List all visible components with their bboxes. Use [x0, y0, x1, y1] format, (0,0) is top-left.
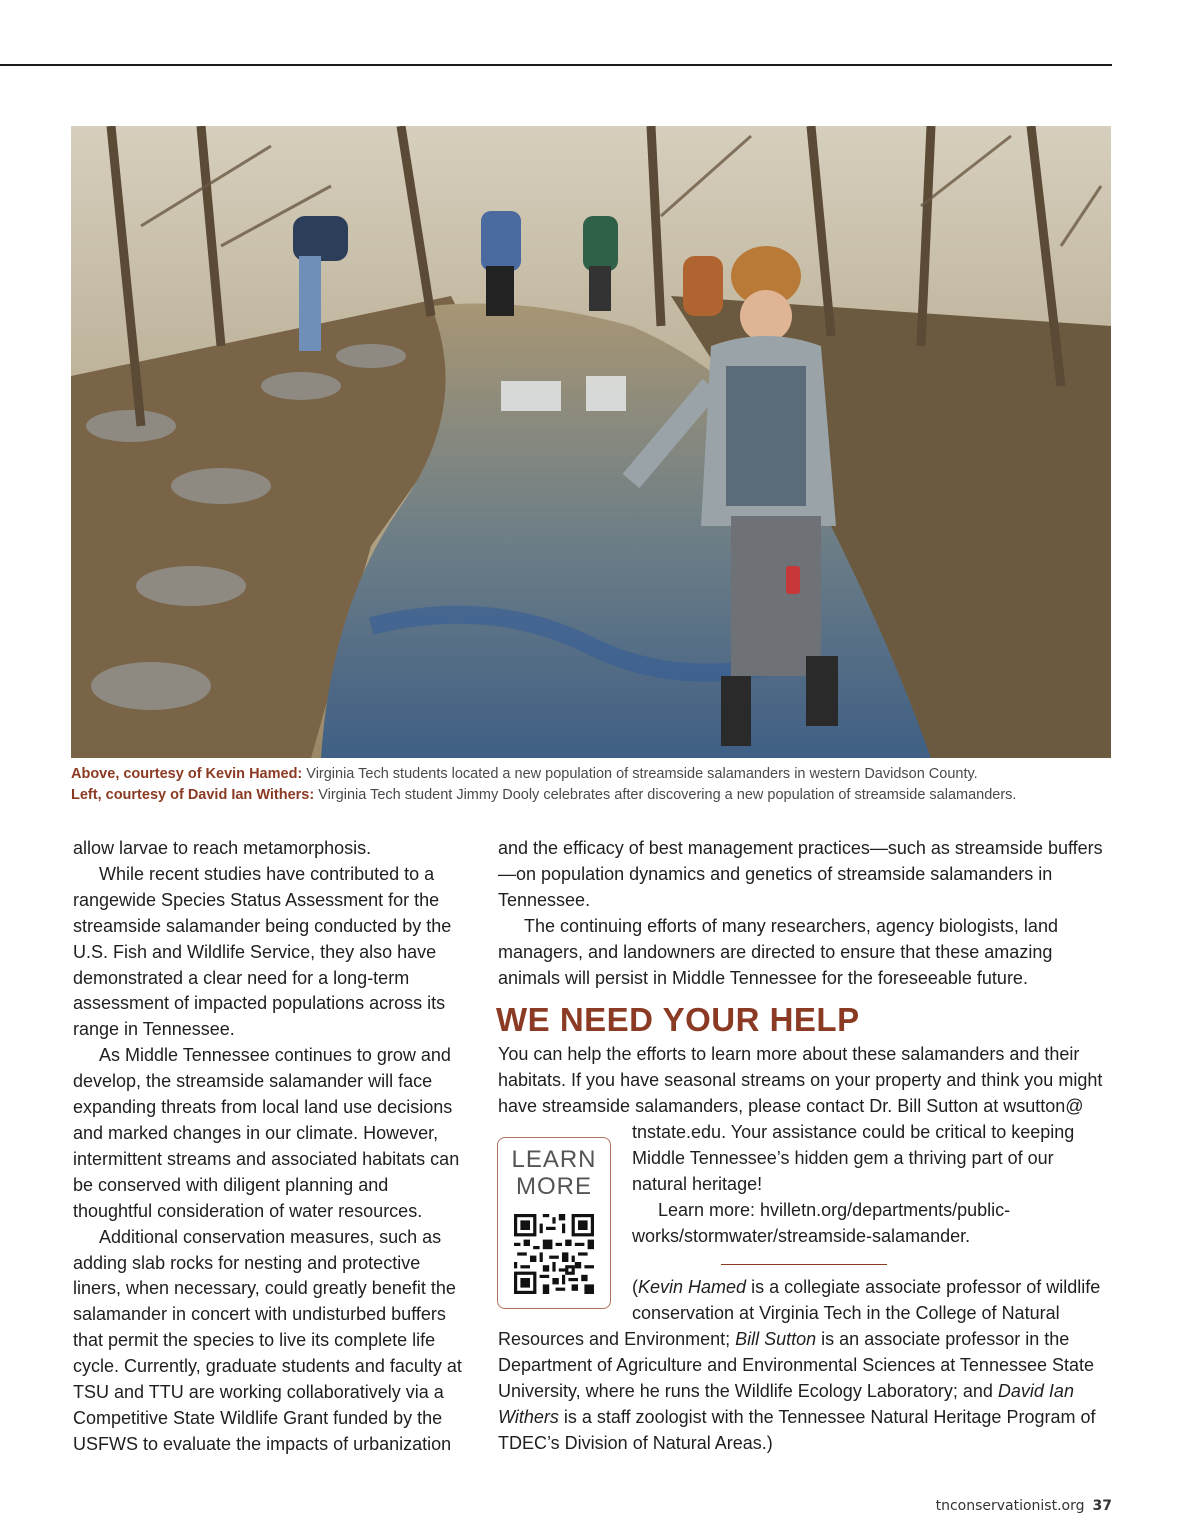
caption-line-2 — [71, 785, 1131, 806]
bio-name-1: Kevin Hamed — [638, 1277, 747, 1297]
right-paragraph-2: The continuing efforts of many researchers, agency biologists, land managers, and landowners are directed to ensure that these amazing animals will persist in Middle Tennessee for the foreseeable future. — [498, 915, 1058, 988]
left-column — [73, 836, 468, 1458]
author-bio-bottom — [498, 1327, 1110, 1457]
caption-credit-1: Above, courtesy of Kevin Hamed: — [71, 766, 303, 782]
help-intro — [498, 1042, 1112, 1120]
left-paragraph-4: Additional conservation measures, such as adding slab rocks for nesting and protective liners, when necessary, could greatly benefit the salamander in concert with undisturbed buffers that permit the species to live its complete life cycle. Currently, graduate students and faculty at TSU and TTU are working collaboratively via a Competitive State Wildlife Grant funded by the USFWS to evaluate the impacts of urbanization — [73, 1226, 462, 1454]
page-footer — [936, 1498, 1112, 1514]
left-paragraph-1: allow larvae to reach metamorphosis. — [73, 838, 372, 858]
photo-caption — [71, 764, 1131, 806]
right-column — [498, 836, 1110, 991]
footer-site[interactable]: tnconservationist.org — [935, 1498, 1085, 1514]
left-paragraph-3: As Middle Tennessee continues to grow and develop, the streamside salamander will face expanding threats from local land use decisions and marked changes in our climate. However, intermittent streams and associated habitats can be conserved with diligent planning and thoughtful consideration of water resources. — [73, 1045, 460, 1221]
page-number: 37 — [1092, 1498, 1112, 1514]
bio-line-2 — [498, 1327, 1110, 1457]
caption-text-2: Virginia Tech student Jimmy Dooly celebrates after discovering a new population of streamside salamanders. — [314, 787, 1017, 803]
bio-line-1 — [632, 1275, 1112, 1327]
caption-text-1: Virginia Tech students located a new population of streamside salamanders in western Davidson County. — [302, 766, 978, 782]
caption-line-1 — [71, 764, 1131, 785]
bio-text-2: is an associate professor in the Department of Agriculture and Environmental Sciences at Tennessee State University, where he runs the Wildlife Ecology Laboratory; and — [498, 1329, 1095, 1401]
qr-code-icon[interactable] — [514, 1214, 594, 1294]
learn-more-label — [498, 1146, 610, 1200]
learn-more-box[interactable] — [497, 1137, 611, 1309]
bio-name-3: David Ian Withers — [498, 1380, 1074, 1427]
bio-text-1: is a collegiate associate professor of wildlife conservation at Virginia Tech in the College of Natural — [632, 1277, 1101, 1323]
learn-more-link[interactable]: Learn more: hvilletn.org/departments/public-works/stormwater/streamside-salamander. — [632, 1199, 1011, 1246]
section-divider — [721, 1264, 887, 1265]
bio-name-2: Bill Sutton — [735, 1329, 817, 1349]
bio-text-1b: Resources and Environment; — [498, 1329, 736, 1349]
help-side-text — [632, 1120, 1112, 1250]
bio-text-3: is a staff zoologist with the Tennessee Natural Heritage Program of TDEC’s Division of Natural Areas.) — [498, 1406, 1096, 1453]
help-heading: WE NEED YOUR HELP — [496, 1001, 860, 1038]
caption-credit-2: Left, courtesy of David Ian Withers: — [71, 787, 315, 803]
help-intro-text: You can help the efforts to learn more about these salamanders and their habitats. If you have seasonal streams on your property and think you might have streamside salamanders, please contact Dr. Bill Sutton at wsutton@ — [498, 1044, 1103, 1116]
author-bio-top — [632, 1275, 1112, 1327]
learn-more-line-1: LEARN — [511, 1146, 597, 1173]
right-paragraph-1: and the efficacy of best management practices—such as streamside buffers—on population dynamics and genetics of streamside salamanders in Tennessee. — [498, 838, 1103, 910]
help-contact-text: tnstate.edu. Your assistance could be critical to keeping Middle Tennessee’s hidden gem a thriving part of our natural heritage! — [632, 1122, 1075, 1194]
top-rule — [0, 64, 1112, 66]
left-paragraph-2: While recent studies have contributed to a rangewide Species Status Assessment for the streamside salamander being conducted by the U.S. Fish and Wildlife Service, they also have demonstrated a clear need for a long-term assessment of impacted populations across its range in Tennessee. — [73, 863, 452, 1040]
bio-open-paren: ( — [632, 1277, 638, 1297]
stream-photo — [71, 126, 1111, 758]
learn-more-line-2: MORE — [516, 1173, 592, 1200]
